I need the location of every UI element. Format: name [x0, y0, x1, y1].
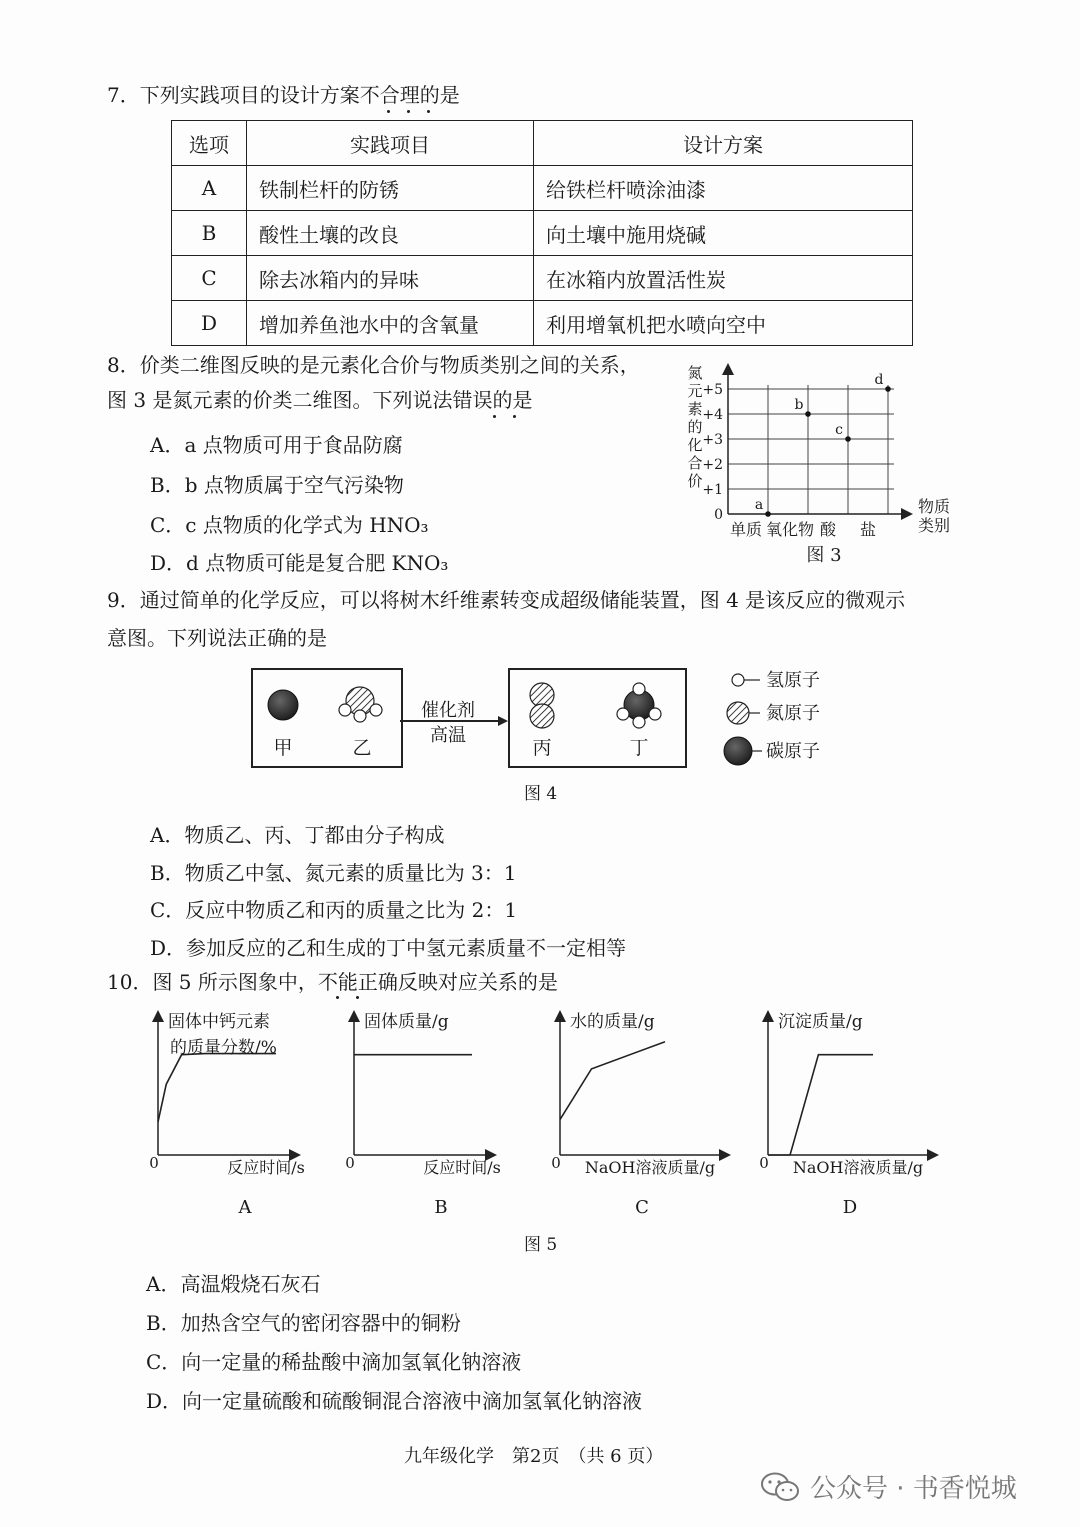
- x-axis-label: NaOH溶液质量/g: [584, 1158, 716, 1177]
- emphasis-dot: [407, 110, 410, 113]
- chart-letter: B: [434, 1197, 448, 1218]
- table-row: [172, 166, 913, 211]
- table-header-cell: 实践项目: [247, 121, 534, 166]
- q10-option-c: C．向一定量的稀盐酸中滴加氢氧化钠溶液: [146, 1350, 522, 1374]
- q10-option-d: D．向一定量硫酸和硫酸铜混合溶液中滴加氢氧化钠溶液: [146, 1389, 643, 1413]
- emphasis-dot: [513, 415, 516, 418]
- q8-option-d: D．d 点物质可能是复合肥 KNO₃: [150, 551, 449, 575]
- y-tick-label: +2: [702, 457, 723, 473]
- q8-option-c: C．c 点物质的化学式为 HNO₃: [150, 513, 429, 537]
- series-line: [560, 1042, 665, 1120]
- carbon-atom: [268, 690, 298, 720]
- legend-carbon-icon: [724, 737, 752, 765]
- y-axis-label-line2: 的质量分数/%: [170, 1038, 277, 1058]
- origin-label: 0: [345, 1154, 355, 1172]
- figure5-charts: [120, 1005, 1000, 1225]
- reactant-label-yi: 乙: [352, 737, 372, 759]
- legend-nitrogen: 氮原子: [766, 703, 820, 724]
- table-cell: A: [172, 166, 247, 211]
- emphasis-dot: [493, 415, 496, 418]
- y-tick-label: +5: [702, 382, 723, 398]
- table-header-row: [172, 121, 913, 166]
- table-row: [172, 211, 913, 256]
- table-cell: 在冰箱内放置活性炭: [534, 256, 913, 301]
- x-axis-label: NaOH溶液质量/g: [792, 1158, 924, 1177]
- y-axis-label: 水的质量/g: [570, 1012, 655, 1032]
- table-cell: 给铁栏杆喷涂油漆: [534, 166, 913, 211]
- table-header-cell: 设计方案: [534, 121, 913, 166]
- q9-stem-line1: 9．通过简单的化学反应，可以将树木纤维素转变成超级储能装置，图 4 是该反应的微观示: [107, 588, 906, 612]
- figure3-caption: 图 3: [806, 545, 842, 566]
- y-tick-label: +3: [702, 432, 723, 448]
- emphasis-dot: [356, 996, 359, 999]
- q9-option-d: D．参加反应的乙和生成的丁中氢元素质量不一定相等: [150, 936, 627, 960]
- emphasis-dot: [336, 996, 339, 999]
- y-tick-label: +1: [702, 482, 723, 498]
- table-cell: 利用增氧机把水喷向空中: [534, 301, 913, 346]
- figure3-y-axis-label: [687, 364, 702, 490]
- table-row: [172, 301, 913, 346]
- origin-label: 0: [551, 1154, 561, 1172]
- figure3-chart: [680, 360, 970, 570]
- series-line: [768, 1055, 873, 1155]
- point-label: a: [754, 497, 764, 513]
- legend-hydrogen-icon: [732, 674, 744, 686]
- data-point: [885, 386, 891, 392]
- chart-b: [345, 1012, 501, 1218]
- figure5-caption: 图 5: [524, 1235, 558, 1255]
- series-line: [158, 1054, 276, 1122]
- legend-hydrogen: 氢原子: [766, 670, 820, 691]
- x-tick-label: 单质: [729, 520, 763, 539]
- chart-a: [149, 1012, 305, 1218]
- figure3-x-axis-label-line1: 物质: [918, 497, 951, 516]
- x-tick-label: 氧化物: [765, 520, 815, 539]
- point-label: d: [874, 372, 884, 388]
- data-point: [765, 511, 771, 517]
- table-row: [172, 256, 913, 301]
- q10-stem: 10．图 5 所示图象中，不能正确反映对应关系的是: [107, 970, 558, 994]
- figure3-grid: [728, 385, 894, 514]
- y-axis-label: 固体质量/g: [364, 1012, 449, 1032]
- chart-d: [759, 1012, 936, 1218]
- product-label-ding: 丁: [629, 737, 649, 759]
- chart-letter: A: [238, 1197, 252, 1218]
- figure3-x-axis-label-line2: 类别: [918, 516, 951, 535]
- chart-letter: C: [635, 1197, 649, 1218]
- q9-option-b: B．物质乙中氢、氮元素的质量比为 3：1: [150, 861, 517, 885]
- y-tick-label: 0: [714, 507, 723, 523]
- condition-high-temp: 高温: [430, 725, 466, 746]
- figure4-caption: 图 4: [524, 784, 558, 804]
- table-cell: 铁制栏杆的防锈: [247, 166, 534, 211]
- product-label-bing: 丙: [532, 737, 552, 759]
- y-tick-label: +4: [702, 407, 723, 423]
- ammonia-molecule: [339, 687, 382, 722]
- point-label: c: [835, 422, 843, 438]
- q7-table: [171, 120, 913, 346]
- table-cell: C: [172, 256, 247, 301]
- chart-c: [551, 1012, 728, 1218]
- q8-option-a: A．a 点物质可用于食品防腐: [150, 433, 403, 457]
- q9-stem-line2: 意图。下列说法正确的是: [107, 626, 327, 650]
- y-axis-label: 固体中钙元素: [168, 1012, 270, 1032]
- condition-catalyst: 催化剂: [421, 700, 475, 721]
- legend-nitrogen-icon: [727, 702, 749, 724]
- q9-option-a: A．物质乙、丙、丁都由分子构成: [150, 823, 445, 847]
- watermark-text: 公众号 · 书香悦城: [810, 1474, 1017, 1504]
- x-tick-label: 酸: [819, 520, 837, 539]
- q8-stem-line2: 图 3 是氮元素的价类二维图。下列说法错误的是: [107, 388, 533, 412]
- table-cell: B: [172, 211, 247, 256]
- data-point: [805, 411, 811, 417]
- x-tick-label: 盐: [859, 520, 877, 539]
- x-axis-label: 反应时间/s: [227, 1158, 305, 1177]
- q10-option-b: B．加热含空气的密闭容器中的铜粉: [146, 1311, 461, 1335]
- data-point: [845, 436, 851, 442]
- q7-stem: 7．下列实践项目的设计方案不合理的是: [107, 83, 460, 107]
- q9-option-c: C．反应中物质乙和丙的质量之比为 2：1: [150, 898, 518, 922]
- q10-option-a: A．高温煅烧石灰石: [146, 1272, 321, 1296]
- nitrogen-molecule: [530, 683, 554, 728]
- emphasis-dot: [387, 110, 390, 113]
- x-axis-label: 反应时间/s: [423, 1158, 501, 1177]
- q8-stem-line1: 8．价类二维图反映的是元素化合价与物质类别之间的关系，: [107, 353, 640, 377]
- point-label: b: [794, 397, 804, 413]
- origin-label: 0: [149, 1154, 159, 1172]
- table-cell: 除去冰箱内的异味: [247, 256, 534, 301]
- table-cell: 酸性土壤的改良: [247, 211, 534, 256]
- methane-molecule: [617, 683, 661, 728]
- figure4-diagram: [250, 665, 870, 815]
- table-cell: 增加养鱼池水中的含氧量: [247, 301, 534, 346]
- emphasis-dot: [427, 110, 430, 113]
- reactant-label-jia: 甲: [273, 737, 293, 759]
- y-axis-label: 沉淀质量/g: [778, 1012, 863, 1032]
- chart-letter: D: [842, 1197, 858, 1218]
- table-header-cell: 选项: [172, 121, 247, 166]
- page-footer: 九年级化学 第2页 （共 6 页）: [404, 1446, 664, 1467]
- table-cell: 向土壤中施用烧碱: [534, 211, 913, 256]
- legend-carbon: 碳原子: [766, 741, 820, 762]
- wechat-icon: [760, 1471, 800, 1503]
- watermark: [760, 1468, 1017, 1505]
- q8-option-b: B．b 点物质属于空气污染物: [150, 473, 404, 497]
- origin-label: 0: [759, 1154, 769, 1172]
- table-cell: D: [172, 301, 247, 346]
- svg-text:氮元素的化合价: 氮元素的化合价: [687, 364, 703, 490]
